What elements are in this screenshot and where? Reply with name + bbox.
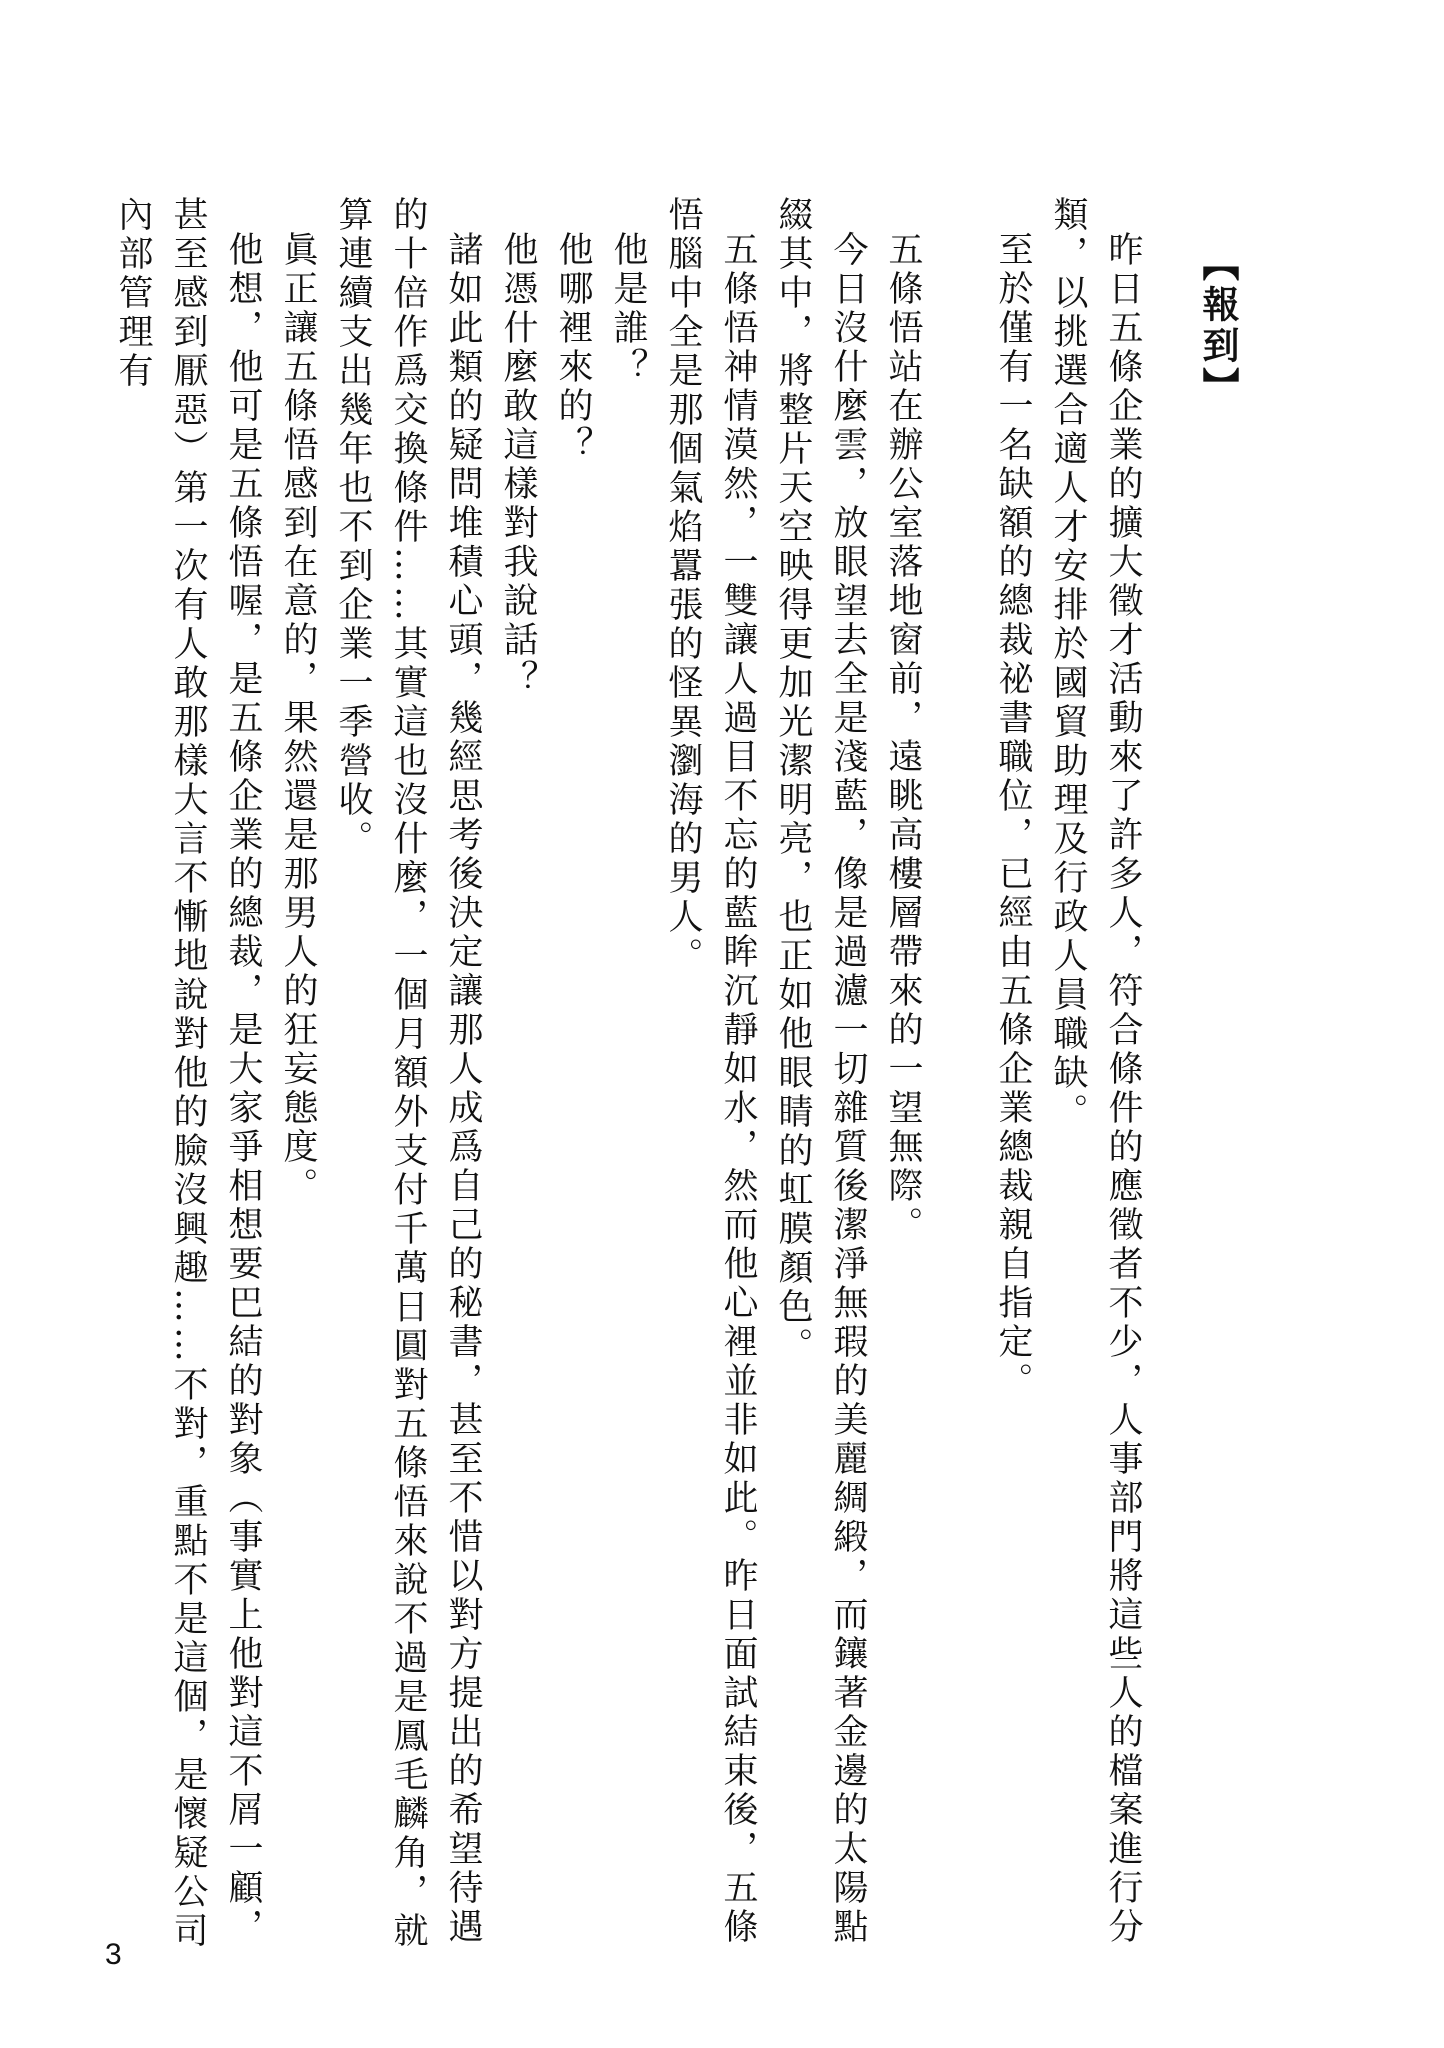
paragraph: 今日沒什麼雲，放眼望去全是淺藍，像是過濾一切雜質後潔淨無瑕的美麗綢緞，而鑲著金邊的太陽點綴其中，將整片天空映得更加光潔明亮，也正如他眼睛的虹膜顏色。: [773, 196, 868, 1947]
paragraph: 諸如此類的疑問堆積心頭，幾經思考後決定讓那人成爲自己的秘書，甚至不惜以對方提出的希望待遇的十倍作爲交換條件……其實這也沒什麼，一個月額外支付千萬日圓對五條悟來說不過是鳳毛麟角，就算連續支出幾年也不到企業一季營收。: [333, 196, 483, 1951]
paragraph: 他想，他可是五條悟喔，是五條企業的總裁，是大家爭相想要巴結的對象（事實上他對這不屑一顧，甚至感到厭惡）第一次有人敢那樣大言不慚地說對他的臉沒興趣……不對，重點不是這個，是懷疑公司內部管理有: [113, 196, 263, 1951]
paragraph: 他憑什麼敢這樣對我說話？: [498, 231, 538, 699]
paragraph: 至於僅有一名缺額的總裁祕書職位，已經由五條企業總裁親自指定。: [993, 231, 1033, 1401]
page-number: 3: [105, 1938, 122, 1971]
paragraph: 他是誰？: [608, 231, 648, 387]
paragraph: 眞正讓五條悟感到在意的，果然還是那男人的狂妄態度。: [278, 231, 318, 1206]
chapter-title: 【報到】: [1196, 244, 1240, 408]
paragraph: 他哪裡來的？: [553, 231, 593, 465]
vertical-text-body: [113, 196, 1248, 1956]
paragraph: 五條悟站在辦公室落地窗前，遠眺高樓層帶來的一望無際。: [883, 231, 923, 1245]
paragraph: 昨日五條企業的擴大徵才活動來了許多人，符合條件的應徵者不少，人事部門將這些人的檔案進行分類，以挑選合適人才安排於國貿助理及行政人員職缺。: [1048, 196, 1143, 1947]
paragraph: 五條悟神情漠然，一雙讓人過目不忘的藍眸沉靜如水，然而他心裡並非如此。昨日面試結束後，五條悟腦中全是那個氣焰囂張的怪異瀏海的男人。: [663, 196, 758, 1947]
